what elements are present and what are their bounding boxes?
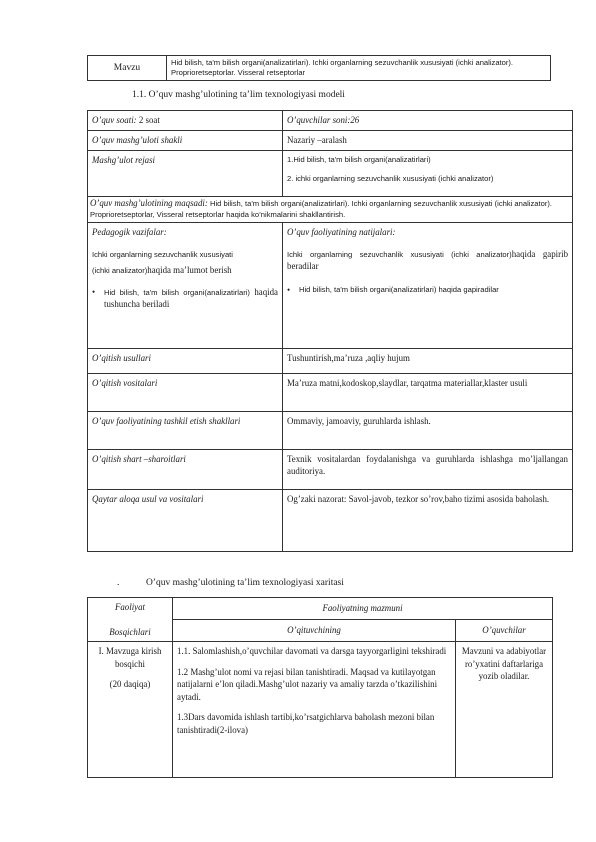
mavzu-label: Mavzu bbox=[88, 56, 167, 81]
model-table bbox=[87, 110, 573, 552]
goal-label: O’quv mashg’ulotining maqsadi: bbox=[90, 198, 208, 208]
tasks-bullet: • Hid bilish, ta'm bilish organi(analizatirlari) haqida tushuncha beriladi bbox=[92, 287, 278, 309]
map-heading: O’quv mashg’ulotining ta’lim texnologiyasi xaritasi bbox=[146, 578, 344, 588]
tools-value: Ma’ruza matni,kodoskop,slaydlar, tarqatma materiallar,klaster usuli bbox=[283, 374, 573, 412]
results-bullet: • Hid bilish, ta'm bilish organi(analizatirlari) haqida gapiradilar bbox=[287, 285, 499, 295]
plan-item: 1.Hid bilish, ta'm bilish organi(analizatirlari) bbox=[287, 155, 431, 164]
form-value: Nazariy –aralash bbox=[283, 131, 573, 151]
goal-cell bbox=[88, 197, 573, 223]
tools-label: O’qitish vositalari bbox=[88, 374, 283, 412]
plan-list bbox=[283, 151, 573, 197]
student-header: O’quvchilar bbox=[456, 620, 553, 642]
model-heading: 1.1. O’quv mashg’ulotining ta’lim texnologiyasi modeli bbox=[132, 90, 345, 100]
activity-form-value: Ommaviy, jamoaviy, guruhlarda ishlash. bbox=[283, 412, 573, 450]
conditions-value: Texnik vositalardan foydalanishga va guruhlarda ishlashga mo’ljallangan auditoriya. bbox=[283, 450, 573, 490]
stages-header-line2: Bosqichlari bbox=[109, 626, 151, 637]
teacher-item: 1.2 Mashg’ulot nomi va rejasi bilan tanishtiradi. Maqsad va kutilayotgan natijalarni e’lon qiladi.Mashg’ulot nazariy va amaliy tarzda o’tkazilishini aytadi. bbox=[177, 666, 438, 702]
results-text: Ichki organlarning sezuvchanlik xususiyati (ichki analizator)haqida gapirib beradilar bbox=[287, 249, 569, 271]
goal-value: Hid bilish, ta'm bilish organi(analizatirlari). Ichki organlarning sezuvchanlik xususiyati (ichki analizator). Proprioretseptorlar, Visseral retseptorlar haqida ko’nikmalarini shakllantirish. bbox=[90, 199, 552, 219]
student-actions: Mavzuni va adabiyotlar ro’yxatini daftarlariga yozib oladilar. bbox=[456, 642, 553, 778]
feedback-value: Og’zaki nazorat: Savol-javob, tezkor so’rov,baho tizimi asosida baholash. bbox=[283, 490, 573, 552]
feedback-label: Qaytar aloqa usul va vositalari bbox=[88, 490, 283, 552]
bullet-icon: • bbox=[287, 285, 291, 295]
content-header: Faoliyatning mazmuni bbox=[173, 598, 553, 620]
results-cell bbox=[283, 223, 573, 349]
teacher-header: O’qituvchining bbox=[173, 620, 456, 642]
map-table bbox=[87, 597, 553, 778]
hours-label: O’quv soati: bbox=[92, 115, 137, 125]
methods-label: O’qitish usullari bbox=[88, 349, 283, 374]
map-heading-marker: . bbox=[117, 578, 120, 588]
teacher-actions bbox=[173, 642, 456, 778]
tasks-text-1: Ichki organlarning sezuvchanlik xususiyati bbox=[92, 250, 233, 259]
tasks-label: Pedagogik vazifalar: bbox=[92, 227, 167, 237]
methods-value: Tushuntirish,ma’ruza ,aqliy hujum bbox=[283, 349, 573, 374]
teacher-item: 1.1. Salomlashish,o’quvchilar davomati va darsga tayyorgarligini tekshiradi bbox=[177, 646, 447, 656]
plan-label: Mashg’ulot rejasi bbox=[88, 151, 283, 197]
hours-value: 2 soat bbox=[136, 115, 160, 125]
bullet-icon: • bbox=[92, 287, 96, 297]
plan-item: 2. ichki organlarning sezuvchanlik xususiyati (ichki analizator) bbox=[287, 174, 494, 183]
tasks-cell bbox=[88, 223, 283, 349]
mavzu-table bbox=[87, 55, 551, 81]
stage-name: I. Mavzuga kirish bosqichi bbox=[98, 646, 162, 669]
stages-header bbox=[88, 598, 173, 642]
stage-cell bbox=[88, 642, 173, 778]
students-count: O’quvchilar soni:26 bbox=[283, 111, 573, 131]
hours-cell bbox=[88, 111, 283, 131]
results-label: O’quv faoliyatining natijalari: bbox=[287, 227, 396, 237]
stage-time: (20 daqiqa) bbox=[109, 679, 151, 689]
mavzu-value: Hid bilish, ta'm bilish organi(analizatirlari). Ichki organlarning sezuvchanlik xususiyati (ichki analizator). Proprioretseptorlar. Visseral retseptorlar bbox=[167, 56, 551, 81]
teacher-item: 1.3Dars davomida ishlash tartibi,ko’rsatgichlarva baholash mezoni bilan tanishtiradi(2-ilova) bbox=[177, 712, 435, 735]
stages-header-line1: Faoliyat bbox=[114, 602, 146, 612]
form-label: O’quv mashg’uloti shakli bbox=[88, 131, 283, 151]
conditions-label: O’qitish shart –sharoitlari bbox=[88, 450, 283, 490]
tasks-text-2: (ichki analizator)haqida ma’lumot berish bbox=[92, 265, 232, 275]
activity-form-label: O’quv faoliyatining tashkil etish shakllari bbox=[88, 412, 283, 450]
